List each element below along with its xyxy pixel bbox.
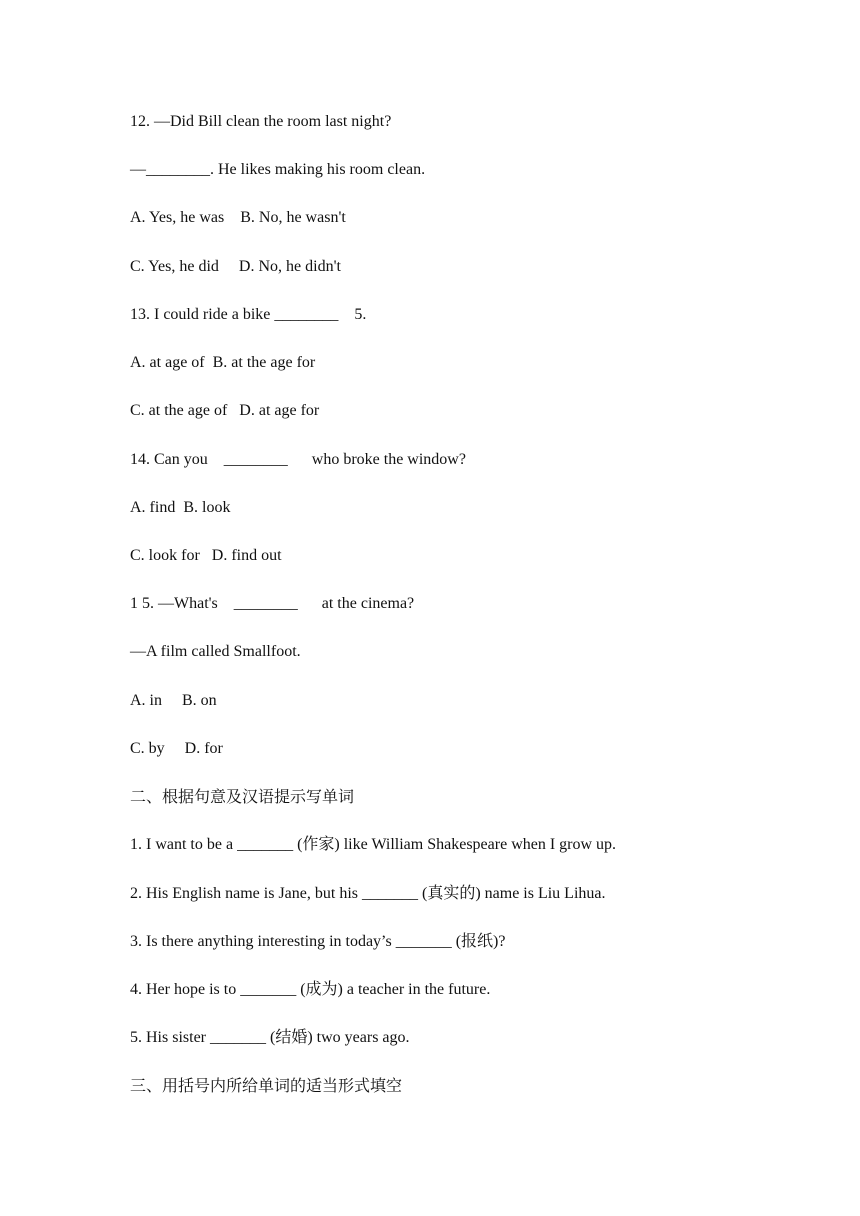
question-14-stem: 14. Can you ________ who broke the window? [130, 451, 466, 468]
question-14-options-ab: A. find B. look [130, 499, 231, 516]
section-3-heading: 三、用括号内所给单词的适当形式填空 [130, 1076, 403, 1095]
question-14-options-cd: C. look for D. find out [130, 547, 282, 564]
question-15-stem: 1 5. —What's ________ at the cinema? [130, 595, 415, 612]
question-12-stem: 12. —Did Bill clean the room last night? [130, 113, 392, 130]
question-13-options-cd: C. at the age of D. at age for [130, 402, 320, 419]
section-2-item-1: 1. I want to be a _______ (作家) like William Shakespeare when I grow up. [130, 836, 617, 853]
section-2-item-3: 3. Is there anything interesting in today’s _______ (报纸)? [130, 933, 506, 950]
question-15-options-ab: A. in B. on [130, 692, 217, 709]
question-12-reply: —________. He likes making his room clean. [130, 161, 426, 178]
question-13-stem: 13. I could ride a bike ________ 5. [130, 306, 367, 323]
question-12-options-cd: C. Yes, he did D. No, he didn't [130, 258, 341, 275]
question-13-options-ab: A. at age of B. at the age for [130, 354, 316, 371]
section-2-heading: 二、根据句意及汉语提示写单词 [130, 787, 355, 806]
question-15-options-cd: C. by D. for [130, 740, 223, 757]
section-2-item-5: 5. His sister _______ (结婚) two years ago. [130, 1029, 410, 1046]
section-2-item-4: 4. Her hope is to _______ (成为) a teacher in the future. [130, 981, 491, 998]
section-2-item-2: 2. His English name is Jane, but his _______ (真实的) name is Liu Lihua. [130, 885, 606, 902]
question-15-reply: —A film called Smallfoot. [130, 643, 301, 660]
question-12-options-ab: A. Yes, he was B. No, he wasn't [130, 209, 346, 226]
